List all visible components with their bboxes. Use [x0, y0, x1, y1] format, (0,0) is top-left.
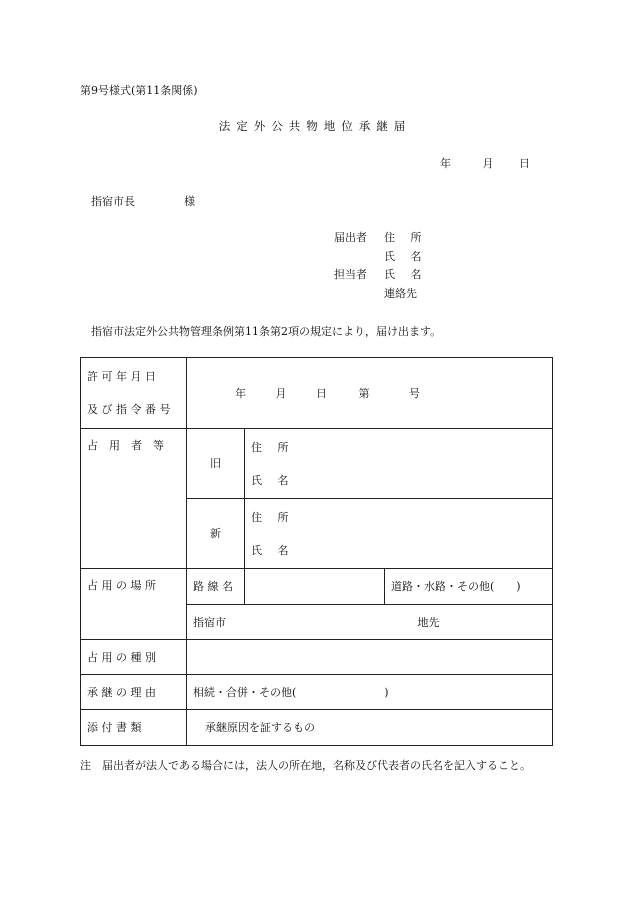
type-row: [81, 640, 553, 675]
new-address-label: 住 所: [251, 510, 295, 524]
submission-date: [440, 158, 530, 169]
attachment-row: [81, 710, 553, 746]
location-route-row: [81, 569, 553, 605]
old-name-label: 氏 名: [251, 473, 295, 487]
route-name-value[interactable]: [245, 569, 385, 605]
location-address-cell[interactable]: [187, 605, 553, 640]
type-label: 占 用 の 種 別: [81, 640, 187, 675]
new-label: 新: [187, 499, 245, 569]
attachment-label: 添 付 書 類: [81, 710, 187, 746]
reason-row: [81, 675, 553, 710]
permit-label-line1: 許 可 年 月 日: [87, 370, 156, 383]
permit-label-cell: [81, 358, 187, 429]
permit-month: 月: [275, 386, 287, 400]
permit-label-line2: 及 び 指 令 番 号: [87, 403, 171, 416]
contact-info-label: 連絡先: [384, 286, 417, 300]
new-name-label: 氏 名: [251, 543, 295, 557]
new-occupant-cell[interactable]: [245, 499, 553, 569]
permit-dai: 第: [358, 386, 370, 400]
permit-day: 日: [316, 386, 327, 400]
date-year: 年: [440, 157, 451, 170]
submitter-name-label: 氏 名: [384, 249, 428, 263]
permit-value-cell[interactable]: [187, 358, 553, 429]
statement-text: 指宿市法定外公共物管理条例第11条第2項の規定により，届け出ます。: [91, 325, 442, 338]
permit-go: 号: [409, 386, 420, 400]
contact-person-label: 担当者: [334, 268, 367, 281]
contact-name-label: 氏 名: [384, 268, 428, 281]
reason-value[interactable]: 相続・合併・その他( ): [187, 675, 553, 710]
footnote: [80, 757, 550, 775]
old-address-label: 住 所: [251, 440, 295, 454]
note-text: 届出者が法人である場合には，法人の所在地，名称及び代表者の氏名を記入すること。: [102, 759, 531, 772]
chisaki-label: 地先: [417, 615, 440, 629]
permit-year: 年: [235, 386, 246, 400]
attachment-value: 承継原因を証するもの: [187, 710, 553, 746]
application-table: [80, 357, 553, 746]
form-title-text: 法定外公共物地位承継届: [218, 119, 412, 133]
date-month: 月: [482, 157, 494, 170]
submitter-address-label: 住 所: [384, 231, 428, 244]
road-type-options[interactable]: 道路・水路・その他( ): [385, 569, 553, 605]
route-name-label: 路 線 名: [187, 569, 245, 605]
form-title: [0, 121, 630, 133]
addressee-honorific: 様: [184, 195, 195, 208]
permit-row: [81, 358, 553, 429]
city-label: 指宿市: [193, 615, 226, 629]
occupant-old-row: [81, 429, 553, 499]
type-value[interactable]: [187, 640, 553, 675]
old-label: 旧: [187, 429, 245, 499]
location-label: 占 用 の 場 所: [81, 569, 187, 640]
note-mark: 注: [80, 759, 91, 772]
submitter-label: 届出者: [334, 231, 367, 244]
occupant-label: 占 用 者 等: [81, 429, 187, 569]
old-occupant-cell[interactable]: [245, 429, 553, 499]
addressee-name: 指宿市長: [91, 195, 135, 208]
reason-label: 承 継 の 理 由: [81, 675, 187, 710]
date-day: 日: [519, 157, 530, 170]
form-number: 第9号様式(第11条関係): [80, 84, 198, 97]
